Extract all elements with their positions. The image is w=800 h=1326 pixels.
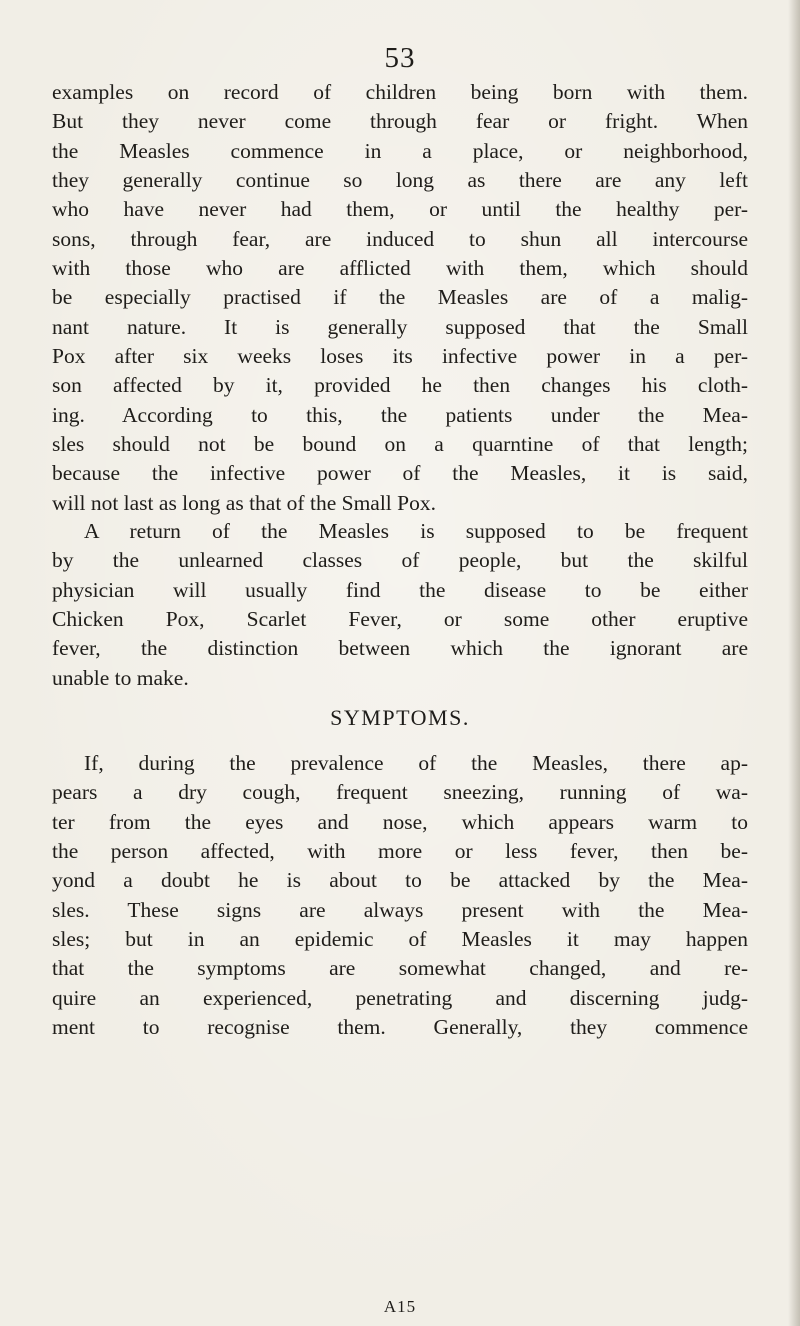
text-line: If, during the prevalence of the Measles, there ap- xyxy=(84,751,748,775)
text-line: ter from the eyes and nose, which appears warm to xyxy=(52,809,748,834)
signature-mark: A15 xyxy=(383,1297,417,1316)
text-line: sles. These signs are always present with the Mea- xyxy=(52,897,748,922)
text-line: nant nature. It is generally supposed that the Small xyxy=(52,314,748,339)
text-line: by the unlearned classes of people, but the skilful xyxy=(52,548,748,573)
text-line: pears a dry cough, frequent sneezing, running of wa- xyxy=(52,780,748,805)
text-line: who have never had them, or until the healthy per- xyxy=(52,197,748,222)
text-line: with those who are afflicted with them, which should xyxy=(52,256,748,281)
text-line: quire an experienced, penetrating and discerning judg- xyxy=(52,985,748,1010)
text-line: sons, through fear, are induced to shun all intercourse xyxy=(52,226,748,251)
text-line: the person affected, with more or less fever, then be- xyxy=(52,839,748,864)
text-line: unable to make. xyxy=(52,665,189,690)
text-line: Pox after six weeks loses its infective power in a per- xyxy=(52,344,748,369)
text-line: the Measles commence in a place, or neighborhood, xyxy=(52,138,748,163)
text-line: But they never come through fear or fright. When xyxy=(52,109,748,134)
paragraph-1 xyxy=(52,78,748,518)
text-line: Chicken Pox, Scarlet Fever, or some other eruptive xyxy=(52,607,748,632)
text-line: because the infective power of the Measles, it is said, xyxy=(52,461,748,486)
section-heading: SYMPTOMS. xyxy=(330,705,470,730)
text-line: will not last as long as that of the Small Pox. xyxy=(52,490,436,515)
text-line: A return of the Measles is supposed to be frequent xyxy=(84,519,748,543)
page-edge-shadow xyxy=(788,0,800,1326)
text-line: be especially practised if the Measles are of a malig- xyxy=(52,285,748,310)
text-line: ment to recognise them. Generally, they commence xyxy=(52,1015,748,1040)
text-line: ing. According to this, the patients under the Mea- xyxy=(52,402,748,427)
text-line: examples on record of children being born with them. xyxy=(52,80,748,104)
paragraph-3 xyxy=(52,749,748,1042)
paragraph-2 xyxy=(52,517,748,693)
text-line: that the symptoms are somewhat changed, and re- xyxy=(52,956,748,981)
text-line: son affected by it, provided he then changes his cloth- xyxy=(52,373,748,398)
text-line: physician will usually find the disease to be either xyxy=(52,577,748,602)
text-line: sles; but in an epidemic of Measles it may happen xyxy=(52,927,748,952)
text-line: fever, the distinction between which the ignorant are xyxy=(52,636,748,661)
page-number: 53 xyxy=(384,42,416,74)
text-line: sles should not be bound on a quarntine of that length; xyxy=(52,432,748,457)
text-line: they generally continue so long as there are any left xyxy=(52,168,748,193)
text-line: yond a doubt he is about to be attacked by the Mea- xyxy=(52,868,748,893)
